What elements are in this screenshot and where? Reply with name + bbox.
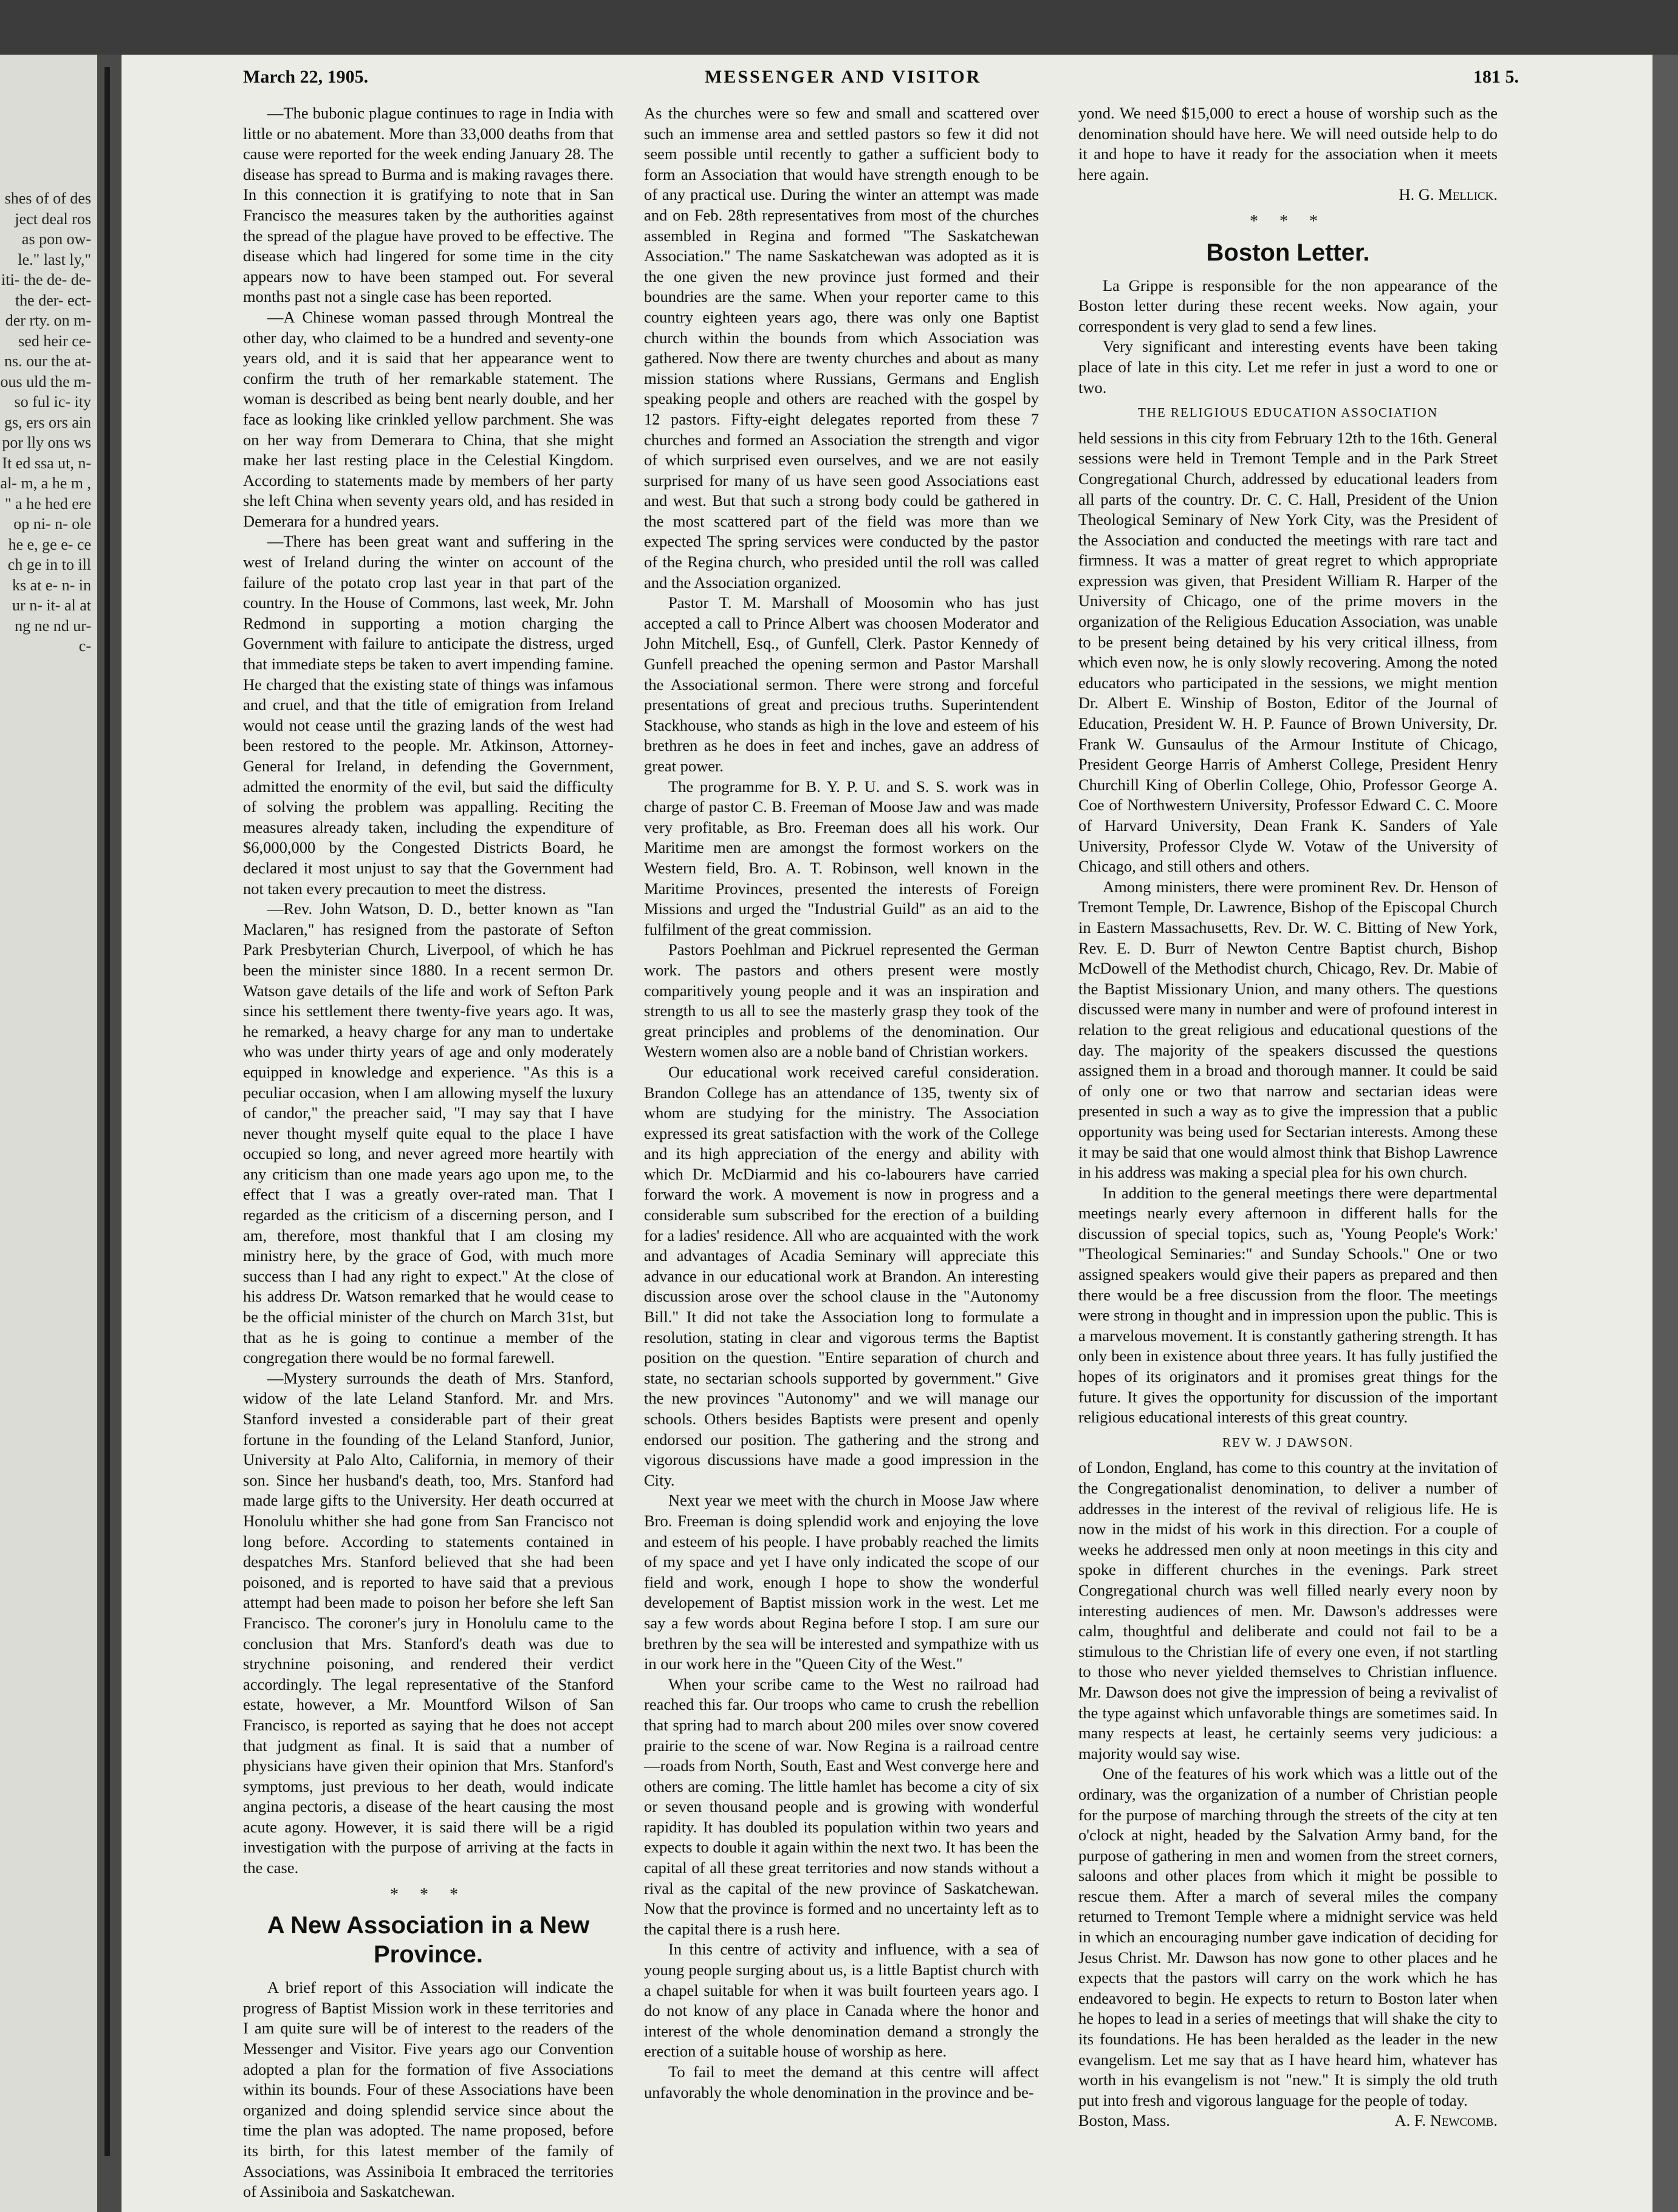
section-divider: * * *: [1250, 211, 1326, 231]
signature-place: Boston, Mass.: [1078, 2111, 1170, 2130]
binding-rule: [104, 67, 110, 2156]
article-paragraph: To fail to meet the demand at this centre will affect unfavorably the whole denomination in the province and be-: [644, 2063, 1039, 2101]
article-paragraph: La Grippe is responsible for the non appearance of the Boston letter during these recent weeks. Now again, your correspondent is very glad to send a few lines.: [1078, 276, 1498, 335]
margin-fragments: shes of of des ject deal ros as pon ow- le." last ly," iti- the de- de- the der- ect- der rty. on m- sed heir ce- ns. our the at- ous uld the m- so ful ic- ity gs, ers ors ain por lly ons ws It ed ssa ut, n- al- m, a he m , " a he hed ere op ni- n- ole he e, ge e- ce ch ge in to ill ks at e- n- in ur n- it- al at ng ne nd ur- c-: [0, 189, 91, 655]
article-paragraph: Our educational work received careful consideration. Brandon College has an attendance of 135, twenty six of whom are studying for the ministry. The Association expressed its great satisfaction with the work of the College and its high appreciation of the energy and ability with which Dr. McDiarmid and his co-labourers have carried forward the work. A movement is now in progress and a considerable sum subscribed for the erection of a building for a ladies' residence. All who are acquainted with the work and advantages of Acadia Seminary will appreciate this advance in our educational work at Brandon. An interesting discussion arose over the school clause in the "Autonomy Bill." It did not take the Association long to formulate a resolution, stating in clear and vigorous terms the Baptist position on the question. "Entire separation of church and state, no sectarian schools supported by government." Give the new provinces "Autonomy" and we will manage our schools. Others besides Baptists were present and openly endorsed our position. The gathering and the strong and vigorous discussions have made a good impression in the City.: [644, 1062, 1039, 1489]
article-paragraph: When your scribe came to the West no railroad had reached this far. Our troops who came to crush the rebellion that spring had to march about 200 miles over snow covered prairie to the scene of war. Now Regina is a railroad centre—roads from North, South, East and West converge here and others are coming. The little hamlet has become a city of six or seven thousand people and is growing with wonderful rapidity. It has doubled its population within two years and expects to double it again within the next two. It has been the capital of all these great territories and now stands without a rival as the capital of the new province of Saskatchewan. Now that the province is formed and no uncertainty left as to the capital there is a rush here.: [644, 1674, 1039, 1938]
article-paragraph: One of the features of his work which was a little out of the ordinary, was the organization of a number of Christian people for the purpose of marching through the streets of the city at ten o'clock at night, headed by the Salvation Army band, for the purpose of gathering in men and women from the street corners, saloons and other places from which it might be possible to rescue them. After a march of several miles the company returned to Tremont Temple where a midnight service was held in which an encouraging number gave indication of deciding for Jesus Christ. Mr. Dawson has now gone to other places and he expects that the pastors will carry on the work which he has endeavored to begin. He expects to return to Boston later when he hopes to lead in a series of meetings that will shake the city to its foundations. He has been heralded as the leader in the new evangelism. Let me say that as I have heard him, whatever has worth in his evangelism is not "new." It is simply the old truth put into fresh and vigorous language for the people of today.: [1078, 1764, 1498, 2109]
issue-date: March 22, 1905.: [243, 67, 369, 87]
article-paragraph: As the churches were so few and small and scattered over such an immense area and settled pastors so few it did not seem possible until recently to gather a sufficient body to form an Association that would have strength enough to be of any practical use. During the winter an attempt was made and on Feb. 28th representatives from most of the churches assembled in Regina and formed "The Saskatchewan Association." The name Saskatchewan was adopted as it is the one given the new province just formed and their boundries are the same. When your reporter came to this country eighteen years ago, there was only one Baptist church within the bounds from which Association was gathered. Now there are twenty churches and about as many mission stations where Russians, Germans and English speaking people and others are reached with the gospel by 12 pastors. Fifty-eight delegates reported from these 7 churches and formed an Association the strength and vigor of which surprised even ourselves, and we are not easily surprised for many of us have seen good Associations east and west. But that such a strong body could be gathered in the most scattered part of the field was more than we expected The spring services were conducted by the pastor of the Regina church, who presided until the roll was called and the Association organized.: [644, 104, 1039, 592]
article-paragraph: Pastors Poehlman and Pickruel represented the German work. The pastors and others present were mostly comparitively young people and it was an inspiration and strength to us all to see the masterly grasp they took of the great principles and problems of the denomination. Our Western women also are a noble band of Christian workers.: [644, 940, 1039, 1061]
signature-mellick: H. G. Mellick.: [1399, 185, 1498, 204]
subheading-dawson: REV W. J DAWSON.: [1222, 1435, 1354, 1450]
signature-newcomb: A. F. Newcomb.: [1394, 2111, 1498, 2130]
closing-signature: [1078, 2111, 1498, 2131]
article-paragraph: Very significant and interesting events have been taking place of late in this city. Let me refer in just a word to one or two.: [1078, 337, 1498, 397]
subheading-religious-education: THE RELIGIOUS EDUCATION ASSOCIATION: [1137, 405, 1439, 420]
previous-page-edge: [0, 55, 97, 2212]
page-header: [243, 61, 1519, 97]
column-3: [1078, 103, 1498, 2131]
news-item-watson: —Rev. John Watson, D. D., better known as "Ian Maclaren," has resigned from the pastorate of Sefton Park Presbyterian Church, Liverpool, of which he has been the minister since 1880. In a recent sermon Dr. Watson gave details of the life and work of Sefton Park since his settlement there twenty-five years ago. It was, he remarked, a heavy charge for any man to undertake who was under thirty years of age and only moderately equipped in knowledge and experience. "As this is a peculiar occasion, when I am allowing myself the luxury of candor," the preacher said, "I may say that I have never thought myself quite equal to the place I have occupied so long, and never agreed more heartily with any criticism than one made years ago upon me, to the effect that I was a greatly over-rated man. That I regarded as the criticism of a discerning person, and I am, therefore, most thankful that I am closing my ministry here, by the grace of God, with much more success than I had any right to expect." At the close of his address Dr. Watson remarked that he would cease to be the official minister of the church on March 31st, but that as he is going to continue a member of the congregation there would be no formal farewell.: [243, 899, 614, 1367]
article-paragraph: held sessions in this city from February 12th to the 16th. General sessions were held in Tremont Temple and in the Park Street Congregational Church, addressed by educational leaders from all parts of the country. Dr. C. C. Hall, President of the Union Theological Seminary of New York City, was the President of the Association and conducted the meetings with rare tact and firmness. It was a matter of great regret to which appropriate expression was given, that President William R. Harper of the University of Chicago, one of the prime movers in the organization of the Religious Education Association, was unable to be present being detained by his very critical illness, from which even now, he is only slowly recovering. Among the noted educators who participated in the sessions, we might mention Dr. Albert E. Winship of Boston, Editor of the Journal of Education, President W. H. P. Faunce of Brown University, Dr. Frank W. Gunsaulus of the Armour Institute of Chicago, President George Harris of Amherst College, President Henry Churchill King of Oberlin College, Ohio, Professor George A. Coe of Northwestern University, Professor Edward C. C. Moore of Harvard University, Dean Frank K. Sanders of Yale University, Professor Clyde W. Votaw of the University of Chicago, and still others and others.: [1078, 428, 1498, 876]
scan-top-border: [0, 0, 1678, 55]
article-title-new-association: A New Association in a New Province.: [267, 1912, 590, 1968]
column-2: [644, 103, 1039, 2103]
article-paragraph: In addition to the general meetings there were departmental meetings nearly every afternoon in different halls for the discussion of special topics, such as, 'Young People's Work:' "Theological Seminaries:" and Sunday Schools." One or two assigned speakers would give their papers as prepared and then there would be a free discussion from the floor. The meetings were strong in thought and in impression upon the public. This is a marvelous movement. It is constantly gathering strength. It has only been in existence about three years. It has fully justified the hopes of its originators and it promises great things for the future. It gives the opportunity for discussion of the important religious educational interests of this great country.: [1078, 1183, 1498, 1427]
page-number: 181 5.: [1473, 67, 1519, 87]
news-item-chinese-woman: —A Chinese woman passed through Montreal the other day, who claimed to be a hundred and seventy-one years old, and it is said that her appearance went to confirm the truth of her remarkable statement. The woman is described as being bent nearly double, and her face as looking like crinkled yellow parchment. She was on her way from Demerara to China, that she might make her last resting place in the Celestial Kingdom. According to statements made by members of her party she left China when seventy years old, and has resided in Demerara for a hundred years.: [243, 307, 614, 530]
section-divider: * * *: [390, 1885, 467, 1904]
article-paragraph: Next year we meet with the church in Moose Jaw where Bro. Freeman is doing splendid work and enjoying the love and esteem of his people. I have probably reached the limits of my space and yet I have only indicated the scope of our field and work, enough I hope to show the wonderful developement of Baptist mission work in the west. Let me say a few words about Regina before I stop. I am sure our brethren by the sea will be interested and sympathize with us in our work here in the "Queen City of the West.": [644, 1491, 1039, 1673]
article-paragraph: yond. We need $15,000 to erect a house of worship such as the denomination should have here. We will need outside help to do it and hope to have it ready for the association when it meets here again.: [1078, 104, 1498, 183]
news-item-plague: —The bubonic plague continues to rage in India with little or no abatement. More than 33,000 deaths from that cause were reported for the week ending January 28. The disease has spread to Burma and is making ravages there. In this connection it is gratifying to note that in San Francisco the measures taken by the authorities against the spread of the plague have proved to be effective. The disease which had lingered for some time in the city appears now to have been stamped out. For several months past not a single case has been reported.: [243, 104, 614, 306]
news-item-ireland: —There has been great want and suffering in the west of Ireland during the winter on account of the failure of the potato crop last year in that part of the country. In the House of Commons, last week, Mr. John Redmond in supporting a motion charging the Government with failure to anticipate the distress, urged that immediate steps be taken to avert impending famine. He charged that the existing state of things was infamous and cruel, and that the title of emigration from Ireland would not cease until the grazing lands of the west had been restored to the people. Mr. Atkinson, Attorney-General for Ireland, in defending the Government, admitted the enormity of the evil, but said the difficulty of solving the problem was appalling. Reciting the measures already taken, including the expenditure of $6,000,000 by the Congested Districts Board, he declared it most unjust to say that the Government had not taken every precaution to meet the distress.: [243, 532, 614, 898]
article-paragraph: Among ministers, there were prominent Rev. Dr. Henson of Tremont Temple, Dr. Lawrence, Bishop of the Episcopal Church in Eastern Massachusetts, Rev. Dr. W. C. Bitting of New York, Rev. E. D. Burr of Newton Centre Baptist church, Bishop McDowell of the Methodist church, Chicago, Rev. Dr. Mabie of the Baptist Missionary Union, and many others. The questions discussed were many in number and were of profound interest in relation to the great religious and educational questions of the day. The majority of the speakers discussed the questions assigned them in a broad and thorough manner. It could be said of only one or two that narrow and sectarian ideas were presented in such a way as to give the impression that a public opportunity was being used for Sectarian interests. Among these it may be said that one would almost think that Bishop Lawrence in his address was making a special plea for his own church.: [1078, 877, 1498, 1182]
masthead: MESSENGER AND VISITOR: [705, 67, 982, 87]
article-paragraph: The programme for B. Y. P. U. and S. S. work was in charge of pastor C. B. Freeman of Moose Jaw and was made very profitable, as Bro. Freeman does all his work. Our Maritime men are amongst the formost workers on the Western field, Bro. A. T. Robinson, well known in the Maritime Provinces, presented the interests of Foreign Missions and urged the "Industrial Guild" as an aid to the fulfilment of the great commission.: [644, 777, 1039, 938]
news-item-stanford: —Mystery surrounds the death of Mrs. Stanford, widow of the late Leland Stanford. Mr. and Mrs. Stanford invested a considerable part of their great fortune in the founding of the Leland Stanford, Junior, University at Palo Alto, California, in memory of their son. Since her husband's death, too, Mrs. Stanford had made large gifts to the University. Her death occurred at Honolulu whither she had gone from San Francisco not long before. According to statements contained in despatches Mrs. Stanford believed that she had been poisoned, and is reported to have said that a previous attempt had been made to poison her before she left San Francisco. The coroner's jury in Honolulu came to the conclusion that Mrs. Stanford's death was due to strychnine poisoning, and rendered their verdict accordingly. The legal representative of the Stanford estate, however, a Mr. Mountford Wilson of San Francisco, is reported as saying that he does not accept that judgment as final. It is said that a number of physicians have given their opinion that Mrs. Stanford's symptoms, just previous to her death, would indicate angina pectoris, a disease of the heart causing the most acute agony. However, it is said there will be a rigid investigation with the purpose of arriving at the facts in the case.: [243, 1368, 614, 1877]
article-paragraph: Pastor T. M. Marshall of Moosomin who has just accepted a call to Prince Albert was choosen Moderator and John Mitchell, Esq., of Gunfell, Clerk. Pastor Kennedy of Gunfell preached the opening sermon and Pastor Marshall the Associational sermon. There were strong and forceful presentations of great and precious truths. Superintendent Stackhouse, who stands as high in the love and esteem of his brethren as he does in feet and inches, gave an address of great power.: [644, 593, 1039, 775]
article-paragraph: In this centre of activity and influence, with a sea of young people surging about us, is a little Baptist church with a chapel suitable for when it was built fourteen years ago. I do not know of any place in Canada where the honor and interest of the whole denomination demand a strongly the erection of a suitable house of worship as here.: [644, 1940, 1039, 2061]
column-1: [243, 103, 614, 2202]
article-title-boston-letter: Boston Letter.: [1206, 239, 1370, 266]
article-paragraph: A brief report of this Association will indicate the progress of Baptist Mission work in these territories and I am quite sure will be of interest to the readers of the Messenger and Visitor. Five years ago our Convention adopted a plan for the formation of five Associations within its bounds. Four of these Associations have been organized and doing splendid service since about the time the plan was adopted. The name proposed, before its birth, for this latest member of the family of Associations, was Assiniboia It embraced the territories of Assiniboia and Saskatchewan.: [243, 1978, 614, 2201]
article-paragraph: of London, England, has come to this country at the invitation of the Congregationalist denomination, to deliver a number of addresses in the interest of the revival of religious life. He is now in the midst of his work in this direction. For a couple of weeks he addressed men only at noon meetings in this city and spoke in different churches in the evenings. Park street Congregational church was well filled nearly every noon by interesting audiences of men. Mr. Dawson's addresses were calm, thoughtful and deliberate and could not fail to be a stimulous to the Christian life of every one even, if not startling to those who never yielded themselves to Christian influence. Mr. Dawson does not give the impression of being a revivalist of the type against which unfavorable things are sometimes said. In many respects at least, he certainly seems very judicious: a majority would say wise.: [1078, 1458, 1498, 1763]
